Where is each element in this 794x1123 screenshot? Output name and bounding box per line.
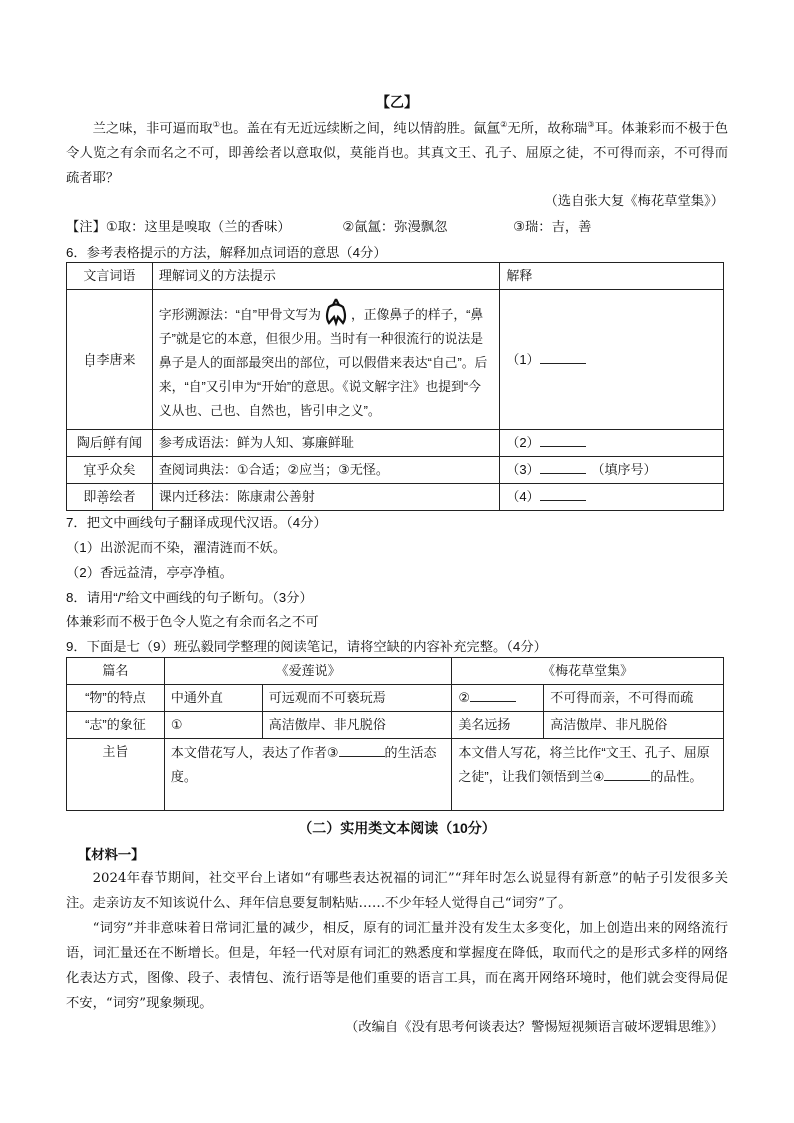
q8-stem: 8．请用“/”给文中画线的句子断句。（3分） (66, 590, 313, 605)
q6-header-word: 文言词语 (67, 263, 153, 290)
q6-row (67, 484, 724, 511)
q6-answer: （3） （填序号） (500, 457, 724, 484)
notes-row (66, 216, 591, 235)
q6-word: 自李唐来 (67, 290, 153, 430)
q6-word: 陶后鲜有闻 (67, 430, 153, 457)
q6-hint: 字形溯源法：“自”甲骨文写为 ，正像鼻子的样子，“鼻子”就是它的本意，但很少用。当时有一种很流行的说法是鼻子是人的面部最突出的部位，可以假借来表达“自己”。后来，“自”又引申为“开始”的意思。《说文解字注》也提到“今义从也、己也、自然也，皆引申之义”。 (152, 290, 499, 430)
q9-col-name: 篇名 (67, 658, 165, 685)
q6-answer: （4） (500, 484, 724, 511)
yi-text-3: 无所，故称瑞 (507, 121, 588, 137)
material-1-p1: 2024年春节期间，社交平台上诸如“有哪些表达祝福的词汇”“拜年时怎么说显得有新意”的帖子引发很多关注。走亲访友不知该说什么、拜年信息要复制粘贴……不少年轻人觉得自己“词穷”了。 (66, 871, 728, 911)
q6-answer: （2） (500, 430, 724, 457)
q9-cell: 本文借人写花，将兰比作“文王、孔子、屈原之徒”，让我们领悟到兰④ 的品性。 (452, 739, 724, 811)
q9-stem: 9．下面是七（9）班弘毅同学整理的阅读笔记，请将空缺的内容补充完整。（4分） (66, 639, 547, 654)
q6-table (66, 262, 724, 511)
q9-row-label: 主旨 (67, 739, 165, 811)
q6-hint: 查阅词典法：①合适；②应当；③无怪。 (152, 457, 499, 484)
material-1-label: 【材料一】 (78, 848, 145, 863)
yi-text-4: 耳。体兼彩而不极于色令人览之有余而名之不可，即善绘者以意取似，莫能肖也。其真文王、孔子、屈原之徒，不可得而亲，不可得而疏者耶？ (66, 121, 729, 187)
yi-text-2: 也。盖在有无近远续断之间，纯以情韵胜。氤氲 (219, 121, 501, 137)
note-ref-3: ③ (587, 120, 595, 129)
q9-cell: 高洁傲岸、非凡脱俗 (544, 712, 724, 739)
q6-header-answer: 解释 (500, 263, 724, 290)
answer-blank[interactable] (540, 463, 586, 474)
answer-blank[interactable] (470, 691, 516, 702)
q9-cell: ② (452, 685, 544, 712)
q9-row (67, 712, 724, 739)
note-3: ③瑞：吉，善 (513, 219, 592, 234)
answer-blank[interactable] (540, 353, 586, 364)
q9-header-row (67, 658, 724, 685)
q9-title-1: 《爱莲说》 (164, 658, 451, 685)
q6-header-hint: 理解词义的方法提示 (152, 263, 499, 290)
q6-row (67, 430, 724, 457)
q9-table (66, 657, 724, 811)
q9-row (67, 739, 724, 811)
q9-cell: 本文借花写人，表达了作者③ 的生活态度。 (164, 739, 451, 811)
yi-heading: 【乙】 (376, 95, 418, 111)
oracle-bone-zi-icon (323, 297, 349, 327)
answer-blank[interactable] (540, 490, 586, 501)
q9-row-label: “物”的特点 (67, 685, 165, 712)
material-1-source: （改编自《没有思考何谈表达？警惕短视频语言破坏逻辑思维》） (345, 1020, 724, 1035)
q9-cell: 中通外直 (164, 685, 262, 712)
answer-blank[interactable] (339, 746, 385, 757)
answer-blank[interactable] (540, 436, 586, 447)
q9-row (67, 685, 724, 712)
q9-title-2: 《梅花草堂集》 (452, 658, 724, 685)
q7-sentence-1: （1）出淤泥而不染，濯清涟而不妖。 (66, 540, 287, 555)
q9-cell: 美名远扬 (452, 712, 544, 739)
notes-label: 【注】 (66, 219, 106, 234)
yi-source: （选自张大复《梅花草堂集》） (544, 194, 724, 209)
q6-hint: 参考成语法：鲜为人知、寡廉鲜耻 (152, 430, 499, 457)
yi-text-1: 兰之味，非可逼而取 (92, 121, 213, 137)
q6-header-row (67, 263, 724, 290)
note-2: ②氤氲：弥漫飘忽 (342, 219, 448, 234)
q9-cell[interactable]: ① (164, 712, 262, 739)
yi-passage (66, 112, 728, 191)
answer-blank[interactable] (604, 770, 650, 781)
q6-row (67, 457, 724, 484)
q9-cell: 不可得而亲，不可得而疏 (544, 685, 724, 712)
q7-stem: 7．把文中画线句子翻译成现代汉语。（4分） (66, 515, 327, 530)
note-ref-1: ① (212, 120, 220, 129)
q6-hint: 课内迁移法：陈康肃公善射 (152, 484, 499, 511)
material-1-text (66, 866, 728, 1016)
q6-row (67, 290, 724, 430)
q9-row-label: “志”的象征 (67, 712, 165, 739)
q9-cell: 可远观而不可亵玩焉 (262, 685, 452, 712)
q8-sentence: 体兼彩而不极于色令人览之有余而名之不可 (66, 614, 319, 629)
section-2-title: （二）实用类文本阅读（10分） (298, 820, 496, 836)
q7-sentence-2: （2）香远益清，亭亭净植。 (66, 565, 233, 580)
note-ref-2: ② (500, 120, 508, 129)
q6-answer: （1） (500, 290, 724, 430)
material-1-p2: “词穷”并非意味着日常词汇量的减少，相反，原有的词汇量并没有发生太多变化，加上创造出来的网络流行语，词汇量还在不断增长。但是，年轻一代对原有词汇的熟悉度和掌握度在降低，取而代之的是形式多样的网络化表达方式，图像、段子、表情包、流行语等是他们重要的语言工具，而在离开网络环境时，他们就会变得局促不安，“词穷”现象频现。 (66, 921, 728, 1011)
q6-word: 即善绘者 (67, 484, 153, 511)
q9-cell: 高洁傲岸、非凡脱俗 (262, 712, 452, 739)
q6-stem: 6．参考表格提示的方法，解释加点词语的意思（4分） (66, 245, 387, 260)
note-1: ①取：这里是嗅取（兰的香味） (105, 219, 291, 234)
q6-word: 宜乎众矣 (67, 457, 153, 484)
